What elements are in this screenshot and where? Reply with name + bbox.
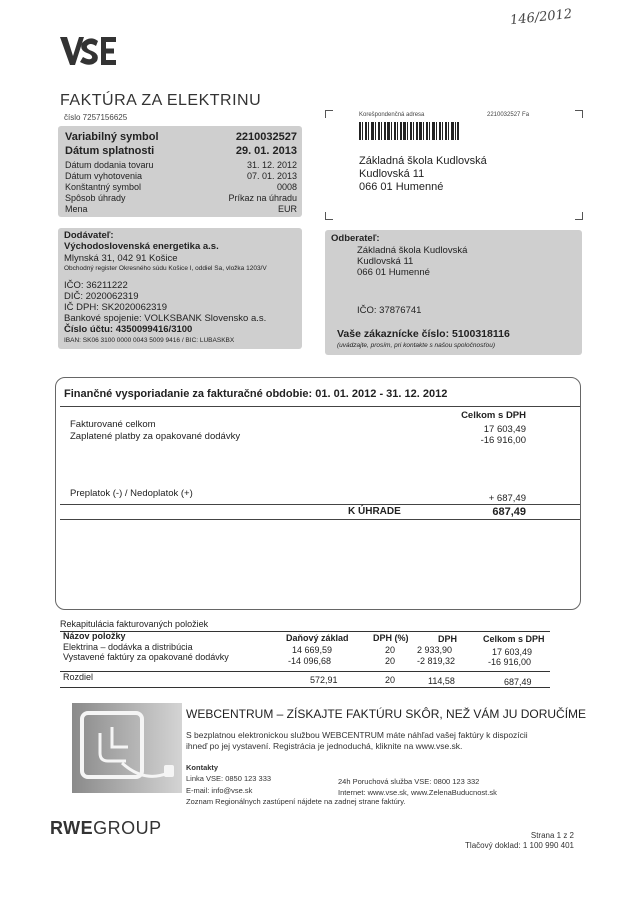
supplier-address: Mlynská 31, 042 91 Košice xyxy=(64,253,178,264)
amount-due-label: K ÚHRADE xyxy=(348,506,401,517)
supplier-icdph: IČ DPH: SK2020062319 xyxy=(64,302,167,313)
recap-header-total: Celkom s DPH xyxy=(483,634,545,644)
supplier-heading: Dodávateľ: xyxy=(64,230,114,241)
recap-row-tax-base: 14 669,59 xyxy=(292,645,333,655)
overpayment-value: + 687,49 xyxy=(488,493,526,504)
fault-service-phone: 24h Poruchová služba VSE: 0800 123 332 xyxy=(338,777,480,786)
customer-ico: IČO: 37876741 xyxy=(357,305,422,316)
payment-detail-row: Konštantný symbol 0008 xyxy=(65,182,297,192)
barcode xyxy=(359,122,459,140)
supplier-name: Východoslovenská energetika a.s. xyxy=(64,241,219,252)
recap-diff-vat-pct: 20 xyxy=(385,675,396,685)
due-date-row: Dátum splatnosti 29. 01. 2013 xyxy=(65,145,297,157)
divider xyxy=(60,687,550,688)
divider xyxy=(60,631,550,632)
invoiced-total-value: 17 603,49 xyxy=(483,424,526,435)
recap-header-vat: DPH xyxy=(438,634,458,644)
customer-number: Vaše zákaznícke číslo: 5100318116 xyxy=(337,328,510,340)
correspondence-address xyxy=(325,110,583,220)
customer-line1: Základná škola Kudlovská xyxy=(357,245,468,256)
customer-note: (uvádzajte, prosím, pri kontakte s našou spoločnosťou) xyxy=(337,342,496,349)
recap-diff-tax-base: 572,91 xyxy=(310,675,338,685)
settlement-column-header: Celkom s DPH xyxy=(461,410,526,421)
correspondence-code: 2210032527 Fa xyxy=(487,112,530,118)
frame-corner xyxy=(325,212,333,220)
print-document-number: Tlačový doklad: 1 100 990 401 xyxy=(465,841,574,850)
regional-offices-note: Zoznam Regionálnych zastúpení nájdete na zadnej strane faktúry. xyxy=(186,797,406,806)
recap-row-vat: -2 819,32 xyxy=(417,656,456,666)
recap-header-vat-pct: DPH (%) xyxy=(373,633,409,643)
recap-header-name: Názov položky xyxy=(63,631,126,641)
frame-corner xyxy=(325,110,333,118)
invoice-title: FAKTÚRA ZA ELEKTRINU xyxy=(60,92,262,109)
webcentrum-graphic xyxy=(72,703,182,793)
payment-detail-row: Spôsob úhrady Príkaz na úhradu xyxy=(65,193,297,203)
recap-row-total: -16 916,00 xyxy=(488,657,532,667)
recap-row-vat-pct: 20 xyxy=(385,656,396,666)
recap-row-vat: 2 933,90 xyxy=(417,645,453,655)
customer-line2: Kudlovská 11 xyxy=(357,256,414,267)
settlement-box xyxy=(55,377,581,610)
divider xyxy=(60,406,580,407)
invoice-number: číslo 7257156625 xyxy=(64,113,128,122)
supplier-register: Obchodný register Okresného súdu Košice I, oddiel Sa, vložka 1203/V xyxy=(64,265,267,272)
supplier-bank: Bankové spojenie: VOLKSBANK Slovensko a.s. xyxy=(64,313,267,324)
payment-detail-row: Dátum dodania tovaru 31. 12. 2012 xyxy=(65,160,297,170)
amount-due-value: 687,49 xyxy=(492,506,526,518)
invoiced-total-label: Fakturované celkom xyxy=(70,419,156,430)
recap-header-tax-base: Daňový základ xyxy=(286,633,349,643)
contact-email: E-mail: info@vse.sk xyxy=(186,786,253,795)
vse-logo xyxy=(60,37,116,65)
rwe-group-logo: RWEGROUP xyxy=(50,818,162,838)
recap-diff-total: 687,49 xyxy=(504,677,532,687)
recap-title: Rekapitulácia fakturovaných položiek xyxy=(60,619,209,629)
recap-row-name: Elektrina – dodávka a distribúcia xyxy=(63,642,193,652)
page-info xyxy=(460,831,574,851)
frame-corner xyxy=(575,110,583,118)
payment-detail-row: Mena EUR xyxy=(65,204,297,214)
supplier-account: Číslo účtu: 4350099416/3100 xyxy=(64,324,193,335)
webcentrum-headline: WEBCENTRUM – ZÍSKAJTE FAKTÚRU SKÔR, NEŽ VÁM JU DORUČÍME xyxy=(186,707,587,721)
webcentrum-body: S bezplatnou elektronickou službou WEBCENTRUM máte náhľad vašej faktúry k dispozícii ihneď po jej vystavení. Registrácia je jednoduchá, kliknite na www.vse.sk. xyxy=(186,730,528,751)
paid-payments-value: -16 916,00 xyxy=(480,435,526,446)
recap-row-vat-pct: 20 xyxy=(385,645,396,655)
internet-links: Internet: www.vse.sk, www.ZelenaBuducnost.sk xyxy=(338,788,497,797)
recap-diff-vat: 114,58 xyxy=(428,676,455,686)
payment-info-box xyxy=(58,126,302,217)
divider xyxy=(60,519,580,520)
customer-heading: Odberateľ: xyxy=(331,233,380,244)
handwritten-note: 146/2012 xyxy=(509,6,573,29)
contacts-label: Kontakty xyxy=(186,763,219,772)
divider xyxy=(60,504,580,505)
contact-phone: Linka VSE: 0850 123 333 xyxy=(186,774,272,783)
divider xyxy=(60,671,550,672)
recap-row-total: 17 603,49 xyxy=(492,647,533,657)
supplier-iban: IBAN: SK06 3100 0000 0043 5009 9416 / BIC: LUBASKBX xyxy=(64,337,235,344)
payment-detail-row: Dátum vyhotovenia 07. 01. 2013 xyxy=(65,171,297,181)
recap-row-name: Vystavené faktúry za opakované dodávky xyxy=(63,652,229,662)
customer-line3: 066 01 Humenné xyxy=(357,267,430,278)
customer-box xyxy=(325,230,582,355)
recap-row-tax-base: -14 096,68 xyxy=(288,656,332,666)
overpayment-label: Preplatok (-) / Nedoplatok (+) xyxy=(70,488,193,499)
frame-corner xyxy=(575,212,583,220)
page-number: Strana 1 z 2 xyxy=(530,831,574,840)
supplier-ico: IČO: 36211222 xyxy=(64,280,128,291)
supplier-box xyxy=(58,228,302,349)
variable-symbol-row: Variabilný symbol 2210032527 xyxy=(65,131,297,143)
recap-diff-label: Rozdiel xyxy=(63,672,94,682)
paid-payments-label: Zaplatené platby za opakované dodávky xyxy=(70,431,241,442)
correspondence-address-lines: Základná škola Kudlovská Kudlovská 11 066 01 Humenné xyxy=(359,155,487,193)
supplier-dic: DIČ: 2020062319 xyxy=(64,291,139,302)
correspondence-label: Korešpondenčná adresa xyxy=(359,112,425,118)
settlement-title: Finančné vysporiadanie za fakturačné obdobie: 01. 01. 2012 - 31. 12. 2012 xyxy=(64,388,448,400)
